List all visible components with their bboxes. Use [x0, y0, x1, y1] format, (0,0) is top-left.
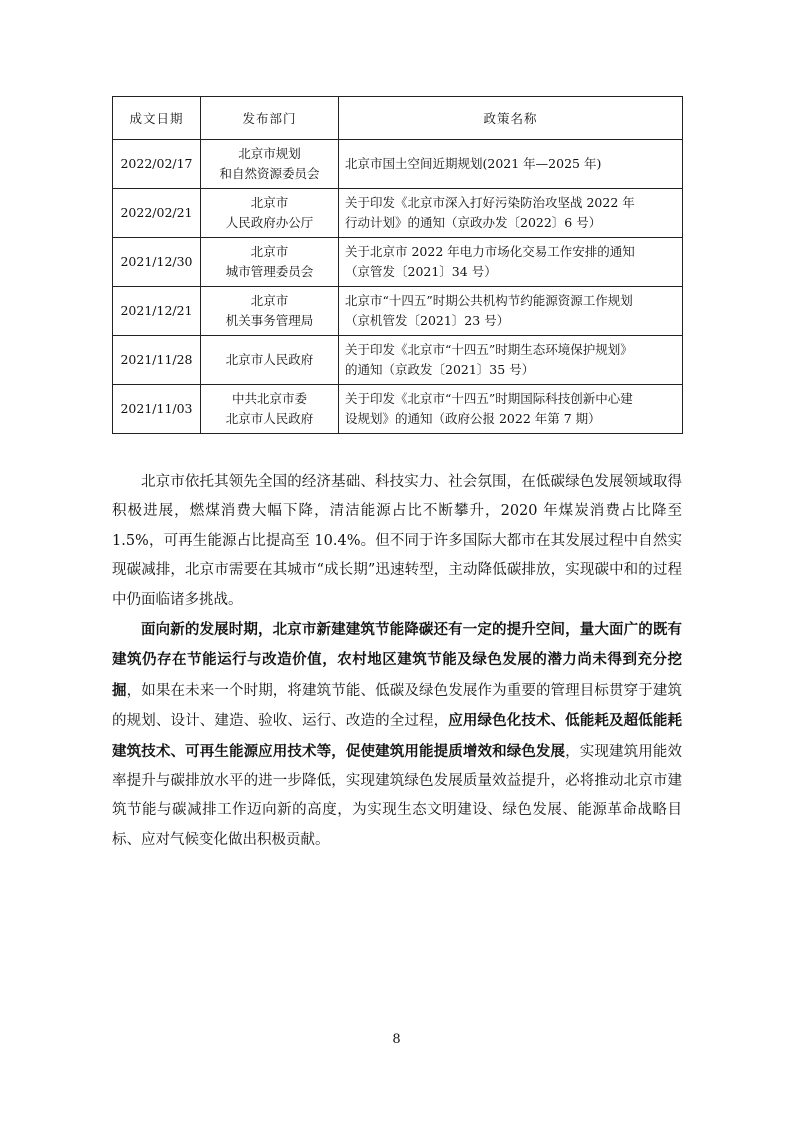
- cell-policy-name: [339, 385, 683, 434]
- cell-policy-name: [339, 336, 683, 385]
- dept-line: 和自然资源委员会: [219, 166, 320, 181]
- cell-dept: [201, 189, 339, 238]
- cell-policy-name: [339, 189, 683, 238]
- policy-line: （京管发〔2021〕34 号）: [345, 264, 497, 279]
- cell-date: 2021/11/28: [113, 336, 201, 385]
- cell-dept: [201, 140, 339, 189]
- dept-line: 北京市人民政府: [225, 411, 314, 426]
- dept-line: 北京市规划: [238, 146, 301, 161]
- dept-line: 北京市人民政府: [225, 352, 314, 367]
- policy-line: 关于印发《北京市“十四五”时期国际科技创新中心建: [345, 391, 633, 406]
- page-number: 8: [392, 1032, 401, 1047]
- cell-policy-name: [339, 238, 683, 287]
- policy-line: 北京市国土空间近期规划(2021 年—2025 年): [345, 156, 602, 171]
- dept-line: 北京市: [250, 195, 289, 210]
- cell-dept: [201, 238, 339, 287]
- emphasis-text: 应用绿色化技术、低能耗及超低能耗建筑技术、可再生能源应用技术等，促使建筑用能提质增效和绿色发展: [112, 712, 683, 760]
- header-date: 成文日期: [113, 97, 201, 140]
- dept-line: 北京市: [250, 293, 289, 308]
- emphasis-text: 面向新的发展时期，北京市新建建筑节能降碳还有一定的提升空间，量大面广的既有建筑仍存在节能运行与改造价值，农村地区建筑节能及绿色发展的潜力尚未得到充分挖掘: [112, 621, 682, 699]
- policy-table: [112, 96, 683, 434]
- table-row: [113, 385, 683, 434]
- dept-line: 人民政府办公厅: [225, 215, 314, 230]
- cell-policy-name: [339, 287, 683, 336]
- header-name: 政策名称: [339, 97, 683, 140]
- table-row: [113, 140, 683, 189]
- cell-date: 2021/12/21: [113, 287, 201, 336]
- table-row: [113, 189, 683, 238]
- policy-line: 行动计划》的通知（京政办发〔2022〕6 号）: [345, 215, 602, 230]
- cell-date: 2021/12/30: [113, 238, 201, 287]
- policy-line: 关于印发《北京市深入打好污染防治攻坚战 2022 年: [345, 195, 635, 210]
- paragraph-text: ，如果在未来一个时期，将建筑节能、低碳及绿色发展作为重要的管理目标贯穿于建筑的规划、设计、建造、验收、运行、改造的全过程，: [112, 682, 683, 730]
- dept-line: 北京市: [250, 244, 289, 259]
- dept-line: 城市管理委员会: [225, 264, 314, 279]
- table-row: [113, 336, 683, 385]
- dept-line: 机关事务管理局: [225, 313, 314, 328]
- policy-line: （京机管发〔2021〕23 号）: [345, 313, 510, 328]
- policy-line: 关于印发《北京市“十四五”时期生态环境保护规划》: [345, 342, 633, 357]
- cell-dept: [201, 287, 339, 336]
- policy-line: 关于北京市 2022 年电力市场化交易工作安排的通知: [345, 244, 635, 259]
- table-header-row: [113, 97, 683, 140]
- policy-line: 北京市“十四五”时期公共机构节约能源资源工作规划: [345, 293, 633, 308]
- cell-date: 2022/02/17: [113, 140, 201, 189]
- cell-date: 2021/11/03: [113, 385, 201, 434]
- policy-line: 的通知（京政发〔2021〕35 号）: [345, 362, 535, 377]
- paragraph-text: ，实现建筑用能效率提升与碳排放水平的进一步降低，实现建筑绿色发展质量效益提升，必将推动北京市建筑节能与碳减排工作迈向新的高度，为实现生态文明建设、绿色发展、能源革命战略目标、应对气候变化做出积极贡献。: [112, 743, 683, 848]
- policy-line: 设规划》的通知（政府公报 2022 年第 7 期）: [345, 411, 601, 426]
- table-row: [113, 238, 683, 287]
- paragraph-2: [112, 615, 682, 855]
- cell-date: 2022/02/21: [113, 189, 201, 238]
- paragraph-1: 北京市依托其领先全国的经济基础、科技实力、社会氛围，在低碳绿色发展领域取得积极进展，燃煤消费大幅下降，清洁能源占比不断攀升，2020 年煤炭消费占比降至 1.5%，可再生能源占比提高至 10.4%。但不同于许多国际大都市在其发展过程中自然实现碳减排，北京市需要在其城市“成长期”迅速转型，主动降低碳排放，实现碳中和的过程中仍面临诸多挑战。: [112, 474, 682, 608]
- cell-dept: [201, 336, 339, 385]
- cell-dept: [201, 385, 339, 434]
- header-dept: 发布部门: [201, 97, 339, 140]
- body-text: [112, 468, 682, 855]
- cell-policy-name: [339, 140, 683, 189]
- table-row: [113, 287, 683, 336]
- dept-line: 中共北京市委: [231, 391, 307, 406]
